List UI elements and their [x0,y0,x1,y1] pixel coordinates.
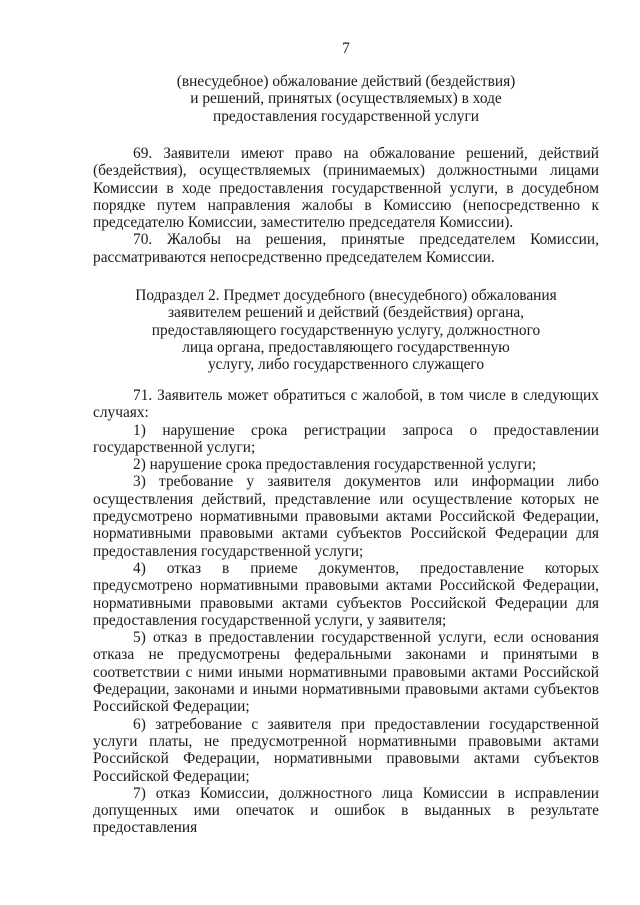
paragraph-71: 71. Заявитель может обратиться с жалобой, в том числе в следующих случаях: [93,387,599,422]
paragraph-69: 69. Заявители имеют право на обжалование решений, действий (бездействия), осуществляемых (принимаемых) должностными лицами Комиссии в ходе предоставления государственной услуги, в досудебном порядке путем направления жалобы в Комиссию (непосредственно к председателю Комиссии, заместителю председателя Комиссии). [93,145,599,232]
heading-line: (внесудебное) обжалование действий (бездействия) [176,73,516,90]
paragraph-70: 70. Жалобы на решения, принятые председателем Комиссии, рассматриваются непосредственно председателем Комиссии. [93,231,599,266]
paragraphs-69-70 [93,145,599,266]
paragraphs-71 [93,387,599,837]
list-item-5: 5) отказ в предоставлении государственной услуги, если основания отказа не предусмотрены федеральными законами и принятыми в соответствии с ними иными нормативными правовыми актами Российской Федерации, законами и иными нормативными правовыми актами субъектов Российской Федерации; [93,629,599,716]
heading-line: и решений, принятых (осуществляемых) в ходе [190,90,502,108]
page-number: 7 [342,40,350,57]
list-item-2: 2) нарушение срока предоставления государственной услуги; [133,456,537,474]
list-item-7: 7) отказ Комиссии, должностного лица Комиссии в исправлении допущенных ими опечаток и ошибок в выданных в результате предоставления [93,784,599,837]
heading-line: услугу, либо государственного служащего [207,356,485,374]
subsection-2-heading [93,287,599,373]
list-item-3: 3) требование у заявителя документов или информации либо осуществления действий, представление или осуществление которых не предусмотрено нормативными правовыми актами Российской Федерации, нормативными правовыми актами субъектов Российской Федерации для предоставления государственной услуги; [93,473,599,560]
list-item-6: 6) затребование с заявителя при предоставлении государственной услуги платы, не предусмотренной нормативными правовыми актами Российской Федерации, нормативными правовыми актами субъектов Российской Федерации; [93,715,599,785]
heading-line: предоставляющего государственную услугу, должностного [151,321,541,339]
heading-line: заявителем решений и действий (бездействия) органа, [167,304,525,322]
list-item-4: 4) отказ в приеме документов, предоставление которых предусмотрено нормативными правовыми актами Российской Федерации, нормативными правовыми актами субъектов Российской Федерации для предоставления государственной услуги, у заявителя; [93,559,599,629]
heading-line: Подраздел 2. Предмет досудебного (внесудебного) обжалования [135,287,557,304]
heading-line: предоставления государственной услуги [212,107,479,125]
list-item-1: 1) нарушение срока регистрации запроса о предоставлении государственной услуги; [93,421,599,456]
heading-line: лица органа, предоставляющего государственную [182,338,510,356]
section-heading-appeal [93,73,599,125]
